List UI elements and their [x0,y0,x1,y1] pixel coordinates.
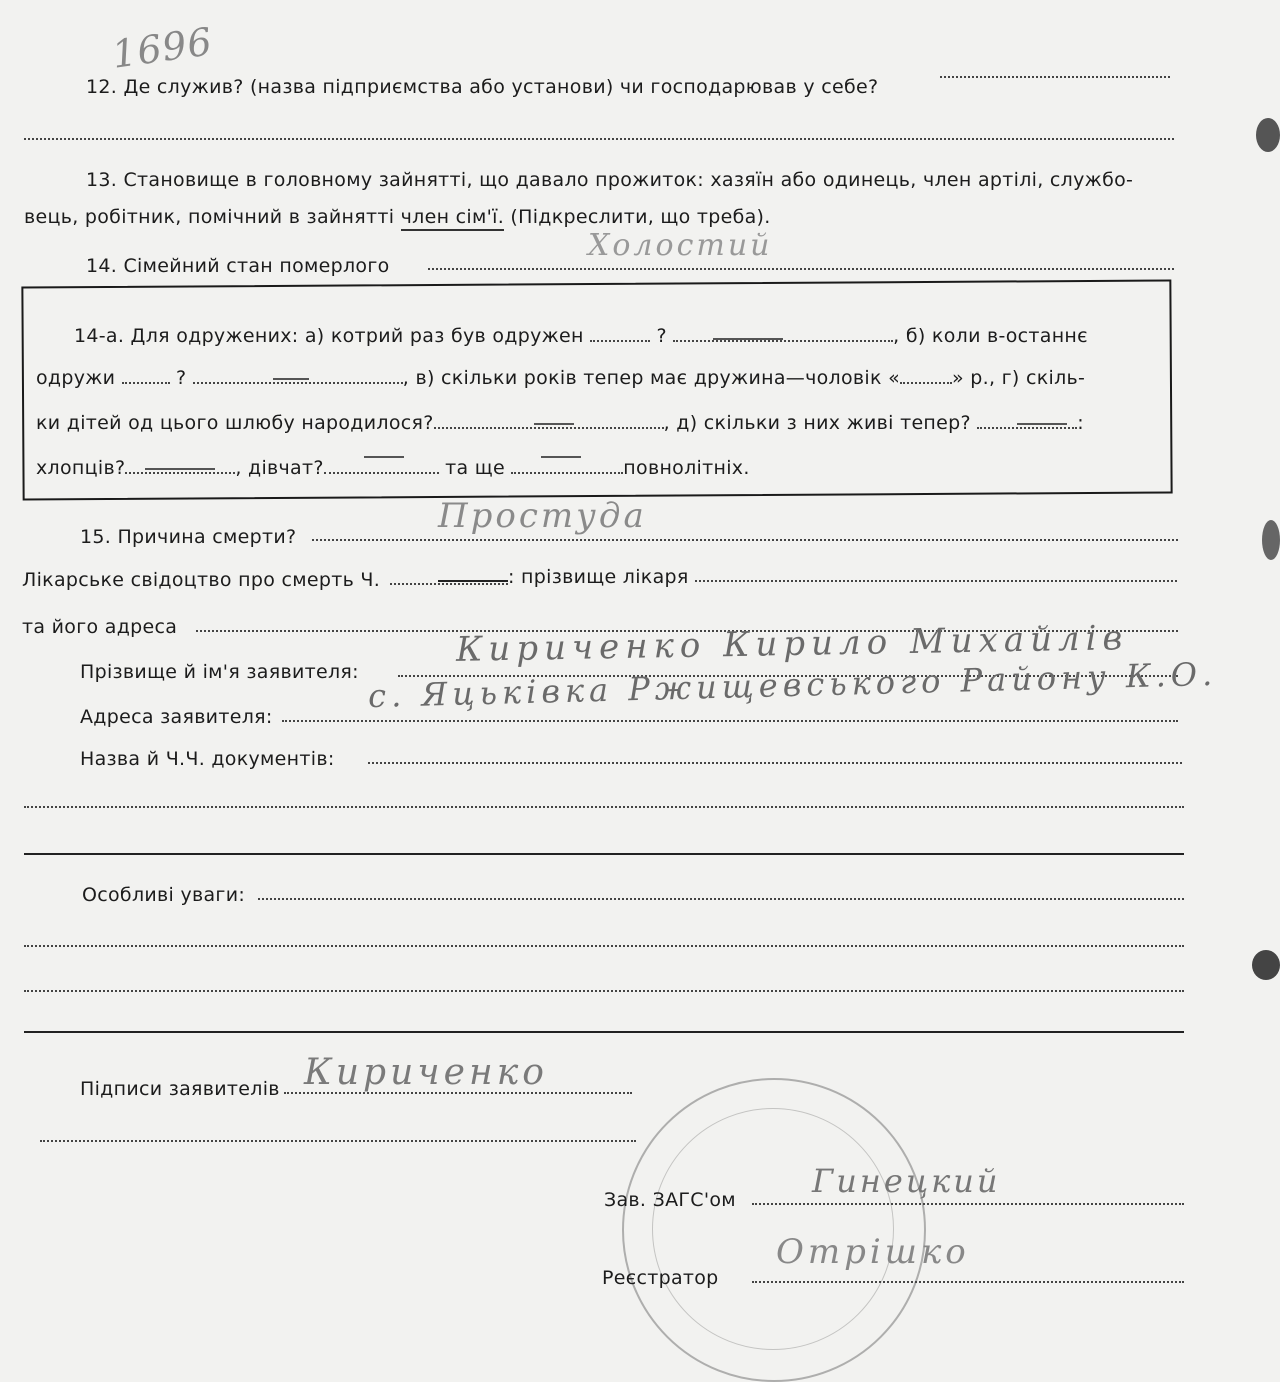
registrar-signature: Отрішко [776,1232,970,1272]
section-divider-1 [24,853,1184,855]
doctor-address-label: та його адреса [22,616,178,638]
q13-line2-prefix: вець, робітник, помічний в зайнятті [24,206,395,228]
applicant-name-label: Прізвище й ім'я заявителя: [80,661,359,683]
q14a-line2-q: ? [176,367,187,389]
applicant-address-value: с. Яцьківка Ржищевського Району К.О. [367,654,1218,716]
q14a-line2 [36,367,1085,389]
q14-answer: Холостий [588,228,773,263]
applicants-signatures-line-2 [40,1140,636,1142]
notes-line-3 [24,990,1184,992]
q14a-line2-dots-1 [122,382,170,384]
q14a-line1-dash-mark [713,338,783,340]
q14a-line2-dots-3 [900,382,952,384]
q14a-line2-b: , в) скільки років тепер має дружина—чоловік « [402,367,900,389]
q14a-line3-dots-2 [977,427,1077,429]
head-of-registry-signature: Гинецкий [812,1162,1001,1200]
notes-line-2 [24,945,1184,947]
applicant-address-line [282,720,1178,722]
q14a-line3-dash-mark [534,423,574,425]
q14-label: 14. Сімейний стан померлого [86,255,390,277]
q15-answer-line [312,539,1178,541]
q14a-line4-dash-mark-3 [541,456,581,458]
q14a-line2-c: » р., г) скіль- [952,367,1086,389]
head-of-registry-label: Зав. ЗАГС'ом [604,1189,736,1211]
q14a-line1 [74,325,1088,347]
q14-answer-line [428,268,1174,270]
registrar-line [752,1281,1184,1283]
q14a-line1-dots-1 [590,340,650,342]
archive-number: 1696 [109,19,216,77]
applicant-name-value: Кириченко Кирило Михайлів [455,618,1129,670]
q13-line2 [24,206,771,228]
applicants-signatures-label: Підписи заявителів [80,1078,280,1100]
applicant-address-label: Адреса заявителя: [80,706,273,728]
applicant-signature: Кириченко [304,1052,548,1093]
q14a-line4-dash-mark [145,468,215,470]
notes-label: Особливі уваги: [82,884,246,906]
edge-punch-mark-1 [1256,118,1280,152]
q14a-line1-a: 14-а. Для одружених: а) котрий раз був одружен [74,325,584,347]
q12-answer-line-2 [24,138,1174,140]
q14a-line3-c: : [1077,412,1084,434]
q13-line2-suffix: (Підкреслити, що треба). [510,206,771,228]
edge-punch-mark-2 [1262,520,1280,560]
section-divider-2 [24,1031,1184,1033]
registrar-label: Реєстратор [602,1267,719,1289]
doctor-surname-line [695,580,1177,582]
q14a-line3-dash-mark-2 [1017,423,1067,425]
head-of-registry-line [752,1203,1184,1205]
official-stamp-inner-ring [652,1108,894,1350]
q13-underlined-choice: член сім'ї. [401,206,504,231]
q14a-line4-dots-2 [324,472,439,474]
q14a-line1-q: ? [656,325,667,347]
q12-label: 12. Де служив? (назва підприємства або установи) чи господарював у себе? [86,76,879,98]
q14a-line3 [36,412,1084,434]
documents-line [368,762,1182,764]
q14a-line2-a: одружи [36,367,116,389]
q13-line1: 13. Становище в головному зайнятті, що давало прожиток: хазяїн або одинець, член артілі, службо- [86,169,1134,191]
documents-line-2 [24,806,1184,808]
q14a-line4-b: , дівчат? [235,457,324,479]
q14a-line3-a: ки дітей од цього шлюбу народилося? [36,412,434,434]
q14a-line4-d: повнолітніх. [623,457,750,479]
doctor-surname-label: : прізвище лікаря [508,566,689,588]
q14a-line3-dots-1 [434,427,664,429]
q14a-line1-b: , б) коли в-останнє [893,325,1088,347]
q12-answer-line [940,76,1170,78]
q15-answer: Простуда [438,496,647,536]
q14a-line4-a: хлопців? [36,457,126,479]
notes-line-1 [258,898,1184,900]
q14a-line2-dash-mark [273,378,309,380]
q14a-line4-c: та ще [445,457,505,479]
q14a-line4-dash-mark-2 [364,456,404,458]
q15-label: 15. Причина смерти? [80,526,297,548]
q14a-line1-dots-2 [673,340,893,342]
q14a-line4-dots-1 [125,472,235,474]
documents-label: Назва й Ч.Ч. документів: [80,748,335,770]
doctor-certificate-number-dash [438,580,508,582]
q14a-line4 [36,457,750,479]
doctor-certificate-label: Лікарське свідоцтво про смерть Ч. [22,569,381,591]
edge-punch-mark-3 [1252,950,1280,980]
q14a-line2-dots-2 [193,382,403,384]
q14a-line3-b: , д) скільки з них живі тепер? [663,412,971,434]
q14a-line4-dots-3 [511,472,623,474]
doctor-certificate-number-line [390,583,508,585]
